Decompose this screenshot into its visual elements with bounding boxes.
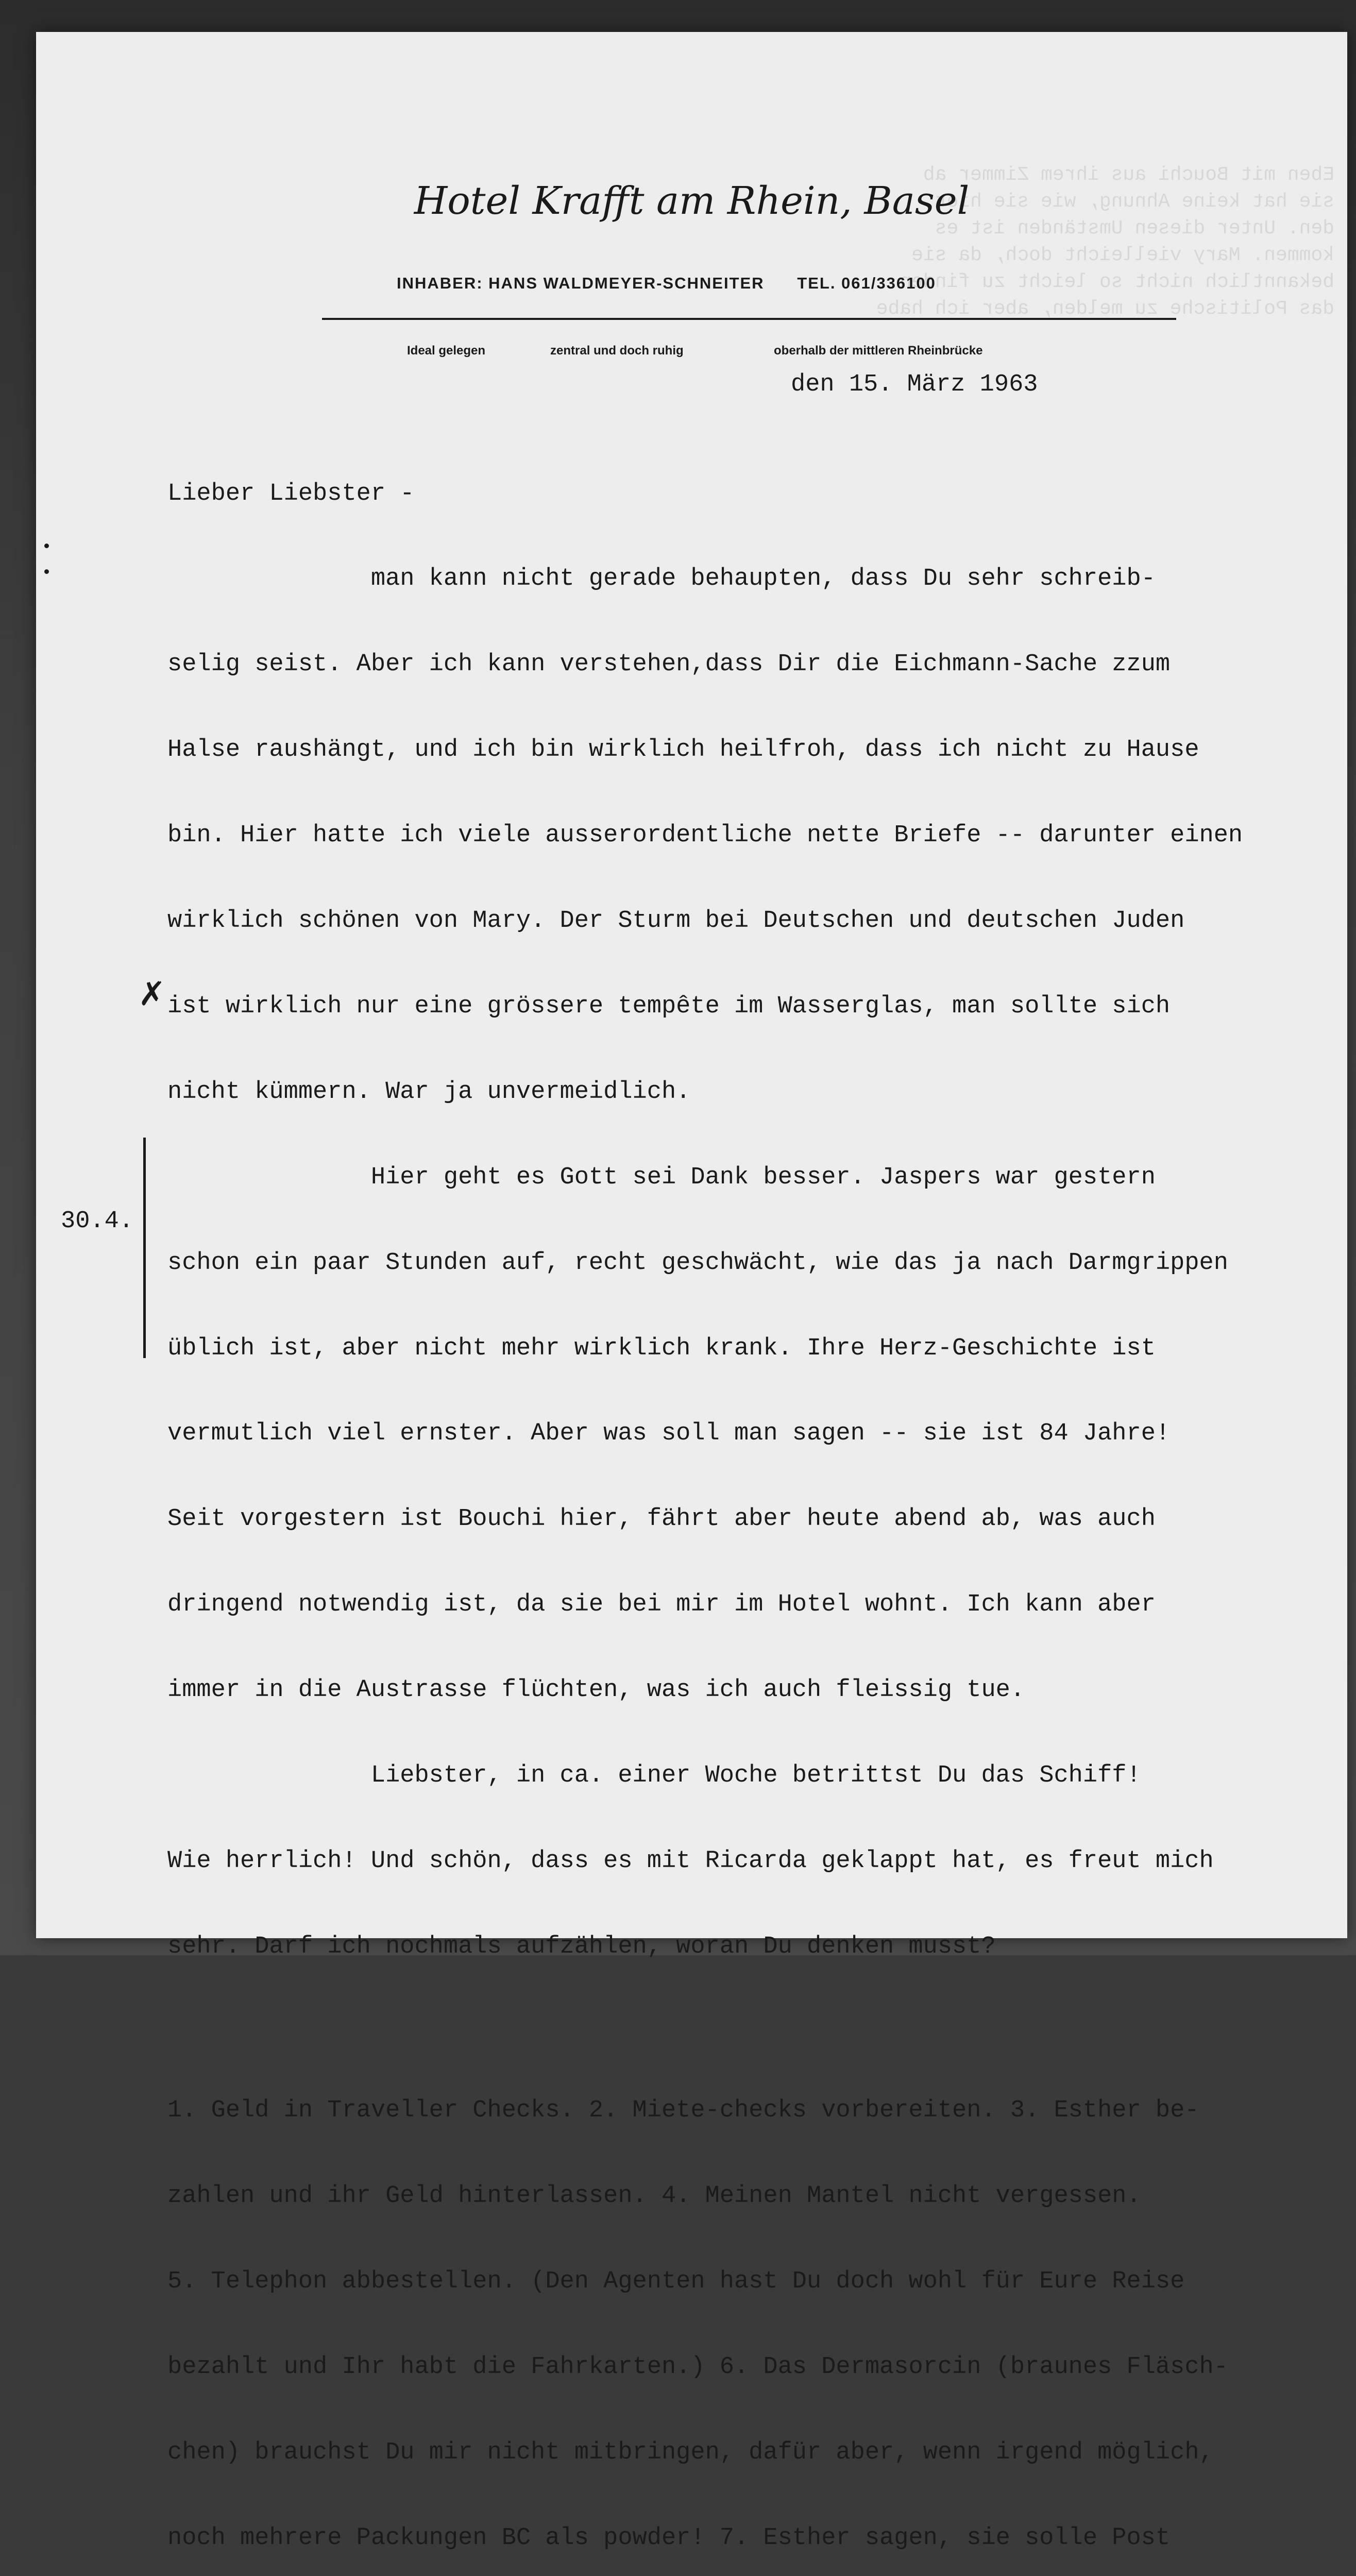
salutation: Lieber Liebster - [167, 480, 415, 507]
letter-date: den 15. März 1963 [791, 371, 1038, 398]
text-line: 1. Geld in Traveller Checks. 2. Miete-checks vorbereiten. 3. Esther be- [167, 2097, 1199, 2125]
tagline-2: zentral und doch ruhig [550, 344, 684, 358]
text-line: Wie herrlich! Und schön, dass es mit Ricarda geklappt hat, es freut mich [167, 1847, 1214, 1875]
margin-note: 30.4. [61, 1208, 134, 1235]
owner-text: INHABER: HANS WALDMEYER-SCHNEITER [397, 274, 765, 292]
text-line: zahlen und ihr Geld hinterlassen. 4. Meinen Mantel nicht vergessen. [167, 2182, 1141, 2210]
bleed-through-text: Eben mit Bouchi aus ihrem Zimmer ab sie hat keine Ahnung, wie sie hier den. Unter diesen Umständen ist es kommen. Mary vielleicht doch, da sie bekanntlich nicht so leicht zu finden das Politische zu melden, aber ich habe [876, 164, 1334, 320]
text-line: Seit vorgestern ist Bouchi hier, fährt aber heute abend ab, was auch [167, 1505, 1156, 1533]
margin-dot-icon [44, 569, 49, 574]
hotel-name: Hotel Krafft am Rhein, Basel [414, 179, 970, 223]
text-line: Liebster, in ca. einer Woche betrittst Du das Schiff! [167, 1761, 1141, 1789]
tagline-3: oberhalb der mittleren Rheinbrücke [774, 344, 983, 358]
text-line: Hier geht es Gott sei Dank besser. Jaspers war gestern [167, 1163, 1156, 1191]
text-line: bezahlt und Ihr habt die Fahrkarten.) 6. Das Dermasorcin (braunes Fläsch- [167, 2353, 1228, 2381]
text-line: wirklich schönen von Mary. Der Sturm bei Deutschen und deutschen Juden [167, 907, 1185, 935]
spacer [167, 2018, 1321, 2040]
text-line: schon ein paar Stunden auf, recht geschwächt, wie das ja nach Darmgrippen [167, 1249, 1228, 1277]
text-line: man kann nicht gerade behaupten, dass Du sehr schreib- [167, 565, 1156, 593]
text-line: Halse raushängt, und ich bin wirklich heilfroh, dass ich nicht zu Hause [167, 736, 1199, 764]
text-line: ist wirklich nur eine grössere tempête im Wasserglas, man sollte sich [167, 992, 1171, 1020]
text-line: üblich ist, aber nicht mehr wirklich krank. Ihre Herz-Geschichte ist [167, 1334, 1156, 1362]
phone-number: TEL. 061/336100 [797, 274, 936, 292]
text-line: noch mehrere Packungen BC als powder! 7. Esther sagen, sie solle Post [167, 2524, 1171, 2552]
letterhead-owner [397, 274, 936, 293]
text-line: nicht kümmern. War ja unvermeidlich. [167, 1078, 691, 1106]
text-line: sehr. Darf ich nochmals aufzählen, woran Du denken musst? [167, 1933, 996, 1960]
text-line: 5. Telephon abbestellen. (Den Agenten hast Du doch wohl für Eure Reise [167, 2268, 1185, 2295]
text-line: vermutlich viel ernster. Aber was soll man sagen -- sie ist 84 Jahre! [167, 1420, 1171, 1448]
letter-body [167, 422, 1321, 2576]
margin-bracket [143, 1138, 146, 1358]
tagline-1: Ideal gelegen [407, 344, 486, 358]
text-line: dringend notwendig ist, da sie bei mir im Hotel wohnt. Ich kann aber [167, 1591, 1156, 1619]
text-line: chen) brauchst Du mir nicht mitbringen, dafür aber, wenn irgend möglich, [167, 2438, 1214, 2466]
text-line: bin. Hier hatte ich viele ausserordentliche nette Briefe -- darunter einen [167, 822, 1243, 850]
margin-dot-icon [44, 544, 49, 548]
text-line: selig seist. Aber ich kann verstehen,dass Dir die Eichmann-Sache zzum [167, 651, 1171, 679]
text-line: immer in die Austrasse flüchten, was ich auch fleissig tue. [167, 1676, 1025, 1704]
letterhead-rule [322, 318, 1176, 320]
handwritten-check-icon: ✗ [138, 975, 166, 1013]
